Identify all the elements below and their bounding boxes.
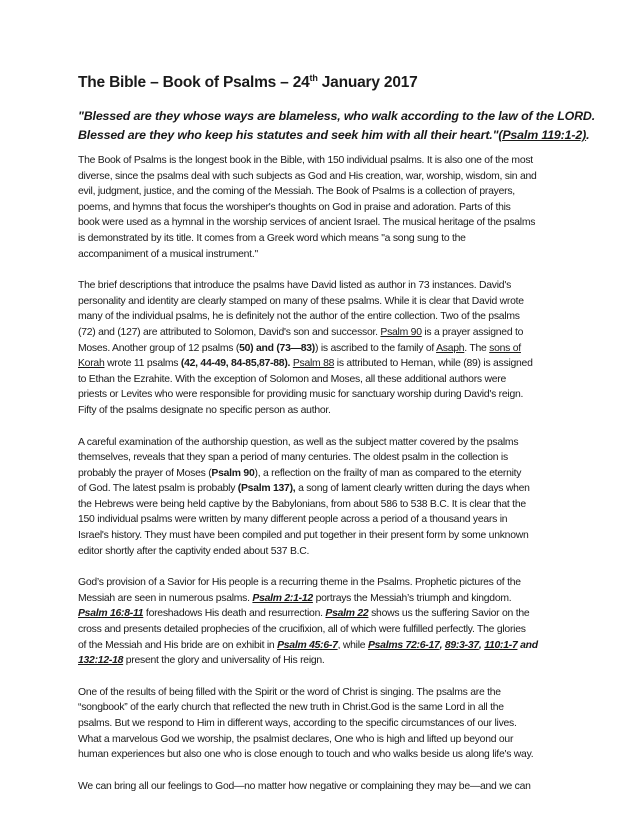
psalm-2-link[interactable]: Psalm 2:1-12: [252, 592, 313, 604]
text-line: God’s provision of a Savior for His people is a recurring theme in the Psalms. Prophetic pictures of the: [78, 577, 521, 589]
text-segment: (72) and (127) are attributed to Solomon, David's son and successor.: [78, 326, 381, 338]
text-line: [78, 466, 568, 482]
text-line: 150 individual psalms were written by many different people across a period of a thousand years in: [78, 514, 508, 526]
title-text: The Bible – Book of Psalms – 24: [78, 74, 310, 91]
title-date-end: January 2017: [317, 74, 418, 91]
text-line: The Book of Psalms is the longest book in the Bible, with 150 individual psalms. It is also one of the most: [78, 155, 533, 166]
text-segment: probably the prayer of Moses (: [78, 467, 212, 479]
psalm-16-link[interactable]: Psalm 16:8-11: [78, 608, 144, 620]
page-title: [78, 73, 418, 92]
text-line: [78, 356, 568, 372]
text-line: “songbook” of the early church that reflected the new truth in Christ.God is the same Lord in all the: [78, 702, 504, 714]
body-text: [78, 153, 568, 810]
text-segment: and: [517, 639, 538, 651]
text-line: accompaniment of a musical instrument.": [78, 248, 258, 260]
psalm-132-link[interactable]: 132:12-18: [78, 655, 124, 667]
text-line: to Ethan the Ezrahite. With the exception of Solomon and Moses, all these additional authors were: [78, 373, 507, 385]
text-segment: Messiah are seen in numerous psalms.: [78, 592, 253, 604]
text-line: book were used as a hymnal in the worship services of ancient Israel. The musical heritage of the psalms: [78, 217, 536, 229]
quote-reference-link[interactable]: (Psalm 119:1-2): [498, 128, 587, 142]
asaph-link[interactable]: Asaph: [436, 342, 465, 354]
text-segment: a song of lament clearly written during the days when: [295, 483, 530, 495]
text-line: human experiences but also one who is close enough to touch and who walks beside us along life's way.: [78, 749, 534, 761]
text-line: One of the results of being filled with the Spirit or the word of Christ is singing. The psalms are the: [78, 686, 501, 698]
text-segment: of the Messiah and His bride are on exhibit in: [78, 639, 278, 651]
text-segment: Moses. Another group of 12 psalms (: [78, 342, 240, 354]
psalm-90-link[interactable]: Psalm 90: [380, 326, 422, 338]
text-line: [78, 606, 568, 622]
text-line: psalms. But we respond to Him in different ways, according to the specific circumstances of our lives.: [78, 718, 517, 729]
text-line: Fifty of the psalms designate no specific person as author.: [78, 404, 331, 416]
text-segment: , while: [337, 639, 368, 651]
text-line: [78, 638, 568, 654]
quote-line: "Blessed are they whose ways are blameless, who walk according to the law of the LORD.: [78, 109, 595, 123]
text-segment: foreshadows His death and resurrection.: [143, 608, 326, 620]
text-segment: present the glory and universality of His reign.: [123, 655, 325, 667]
psalm-110-link[interactable]: 110:1-7: [484, 639, 518, 651]
paragraph-messiah: [78, 575, 568, 669]
paragraph-authors: [78, 278, 568, 418]
sons-of-korah-link[interactable]: sons of: [489, 342, 521, 354]
text-line: themselves, reveals that they span a period of many centuries. The oldest psalm in the collection is: [78, 452, 508, 464]
text-segment: portrays the Messiah’s triumph and kingdom.: [312, 592, 512, 604]
text-line: cross and presents detailed prophecies of the crucifixion, all of which were fulfilled perfectly. The glories: [78, 624, 526, 636]
text-segment: ) is ascribed to the family of: [315, 342, 437, 354]
sons-of-korah-link[interactable]: Korah: [78, 358, 105, 370]
text-segment: is attributed to Heman, while (89) is assigned: [334, 358, 533, 370]
text-line: [78, 325, 568, 341]
title-superscript: th: [309, 73, 318, 83]
psalm-45-link[interactable]: Psalm 45:6-7: [277, 639, 338, 651]
text-line: the Hebrews were being held captive by the Babylonians, from about 586 to 538 B.C. It is clear that the: [78, 498, 526, 510]
text-segment: . The: [464, 342, 490, 354]
text-segment: wrote 11 psalms: [104, 358, 181, 370]
text-line: The brief descriptions that introduce the psalms have David listed as author in 73 instances. David's: [78, 280, 512, 292]
text-segment: shows us the suffering Savior on the: [368, 608, 530, 620]
text-line: [78, 481, 568, 497]
quote-end: .: [586, 128, 590, 142]
text-line: [78, 591, 568, 607]
psalm-numbers-bold: 50) and (73—83): [239, 342, 316, 354]
text-segment: ,: [478, 639, 485, 651]
paragraph-feelings: [78, 779, 568, 795]
text-line: We can bring all our feelings to God—no matter how negative or complaining they may be—and we can: [78, 780, 531, 792]
psalm-89-link[interactable]: 89:3-37: [444, 639, 479, 651]
scripture-quote: [78, 107, 595, 145]
text-line: editor shortly after the captivity ended about 537 B.C.: [78, 545, 310, 557]
text-segment: ,: [439, 639, 445, 651]
text-line: Israel's history. They must have been compiled and put together in their present form by some unknown: [78, 530, 529, 542]
text-line: priests or Levites who were responsible for providing music for sanctuary worship during David's reign.: [78, 389, 524, 401]
psalm-88-link[interactable]: Psalm 88: [292, 358, 335, 370]
text-line: A careful examination of the authorship question, as well as the subject matter covered by the psalms: [78, 436, 519, 448]
text-segment: of God. The latest psalm is probably: [78, 483, 238, 495]
psalm-numbers-bold: (42, 44-49, 84-85,87-88).: [180, 358, 291, 370]
psalm-reference-bold: (Psalm 137),: [237, 483, 296, 495]
text-line: is demonstrated by its title. It comes from a Greek word which means "a song sung to the: [78, 232, 466, 244]
text-line: poems, and hymns that focus the worshiper's thoughts on God in praise and adoration. Parts of this: [78, 201, 511, 213]
quote-line: [78, 126, 590, 145]
text-line: [78, 653, 568, 669]
psalm-22-link[interactable]: Psalm 22: [325, 608, 369, 620]
quote-text: Blessed are they who keep his statutes and seek him with all their heart.": [78, 128, 499, 142]
text-line: diverse, since the psalms deal with such subjects as God and His creation, war, worship, wisdom, sin and: [78, 170, 537, 182]
text-line: evil, judgment, justice, and the coming of the Messiah. The Book of Psalms is a collection of prayers,: [78, 186, 515, 198]
text-line: personality and identity are clearly stamped on many of these psalms. While it is clear that David wrote: [78, 295, 524, 307]
text-segment: is a prayer assigned to: [421, 326, 524, 338]
text-line: [78, 341, 568, 357]
paragraph-dating: [78, 435, 568, 560]
paragraph-intro: [78, 153, 568, 262]
paragraph-singing: [78, 685, 568, 763]
text-line: many of the individual psalms, he is definitely not the author of the entire collection. Two of the psalms: [78, 311, 520, 323]
text-segment: ), a reflection on the frailty of man as compared to the eternity: [254, 467, 522, 479]
psalm-reference-bold: Psalm 90: [211, 467, 255, 479]
text-line: What a marvelous God we worship, the psalmist declares, One who is high and lifted up beyond our: [78, 733, 514, 745]
psalm-72-link[interactable]: Psalms 72:6-17: [367, 639, 440, 651]
